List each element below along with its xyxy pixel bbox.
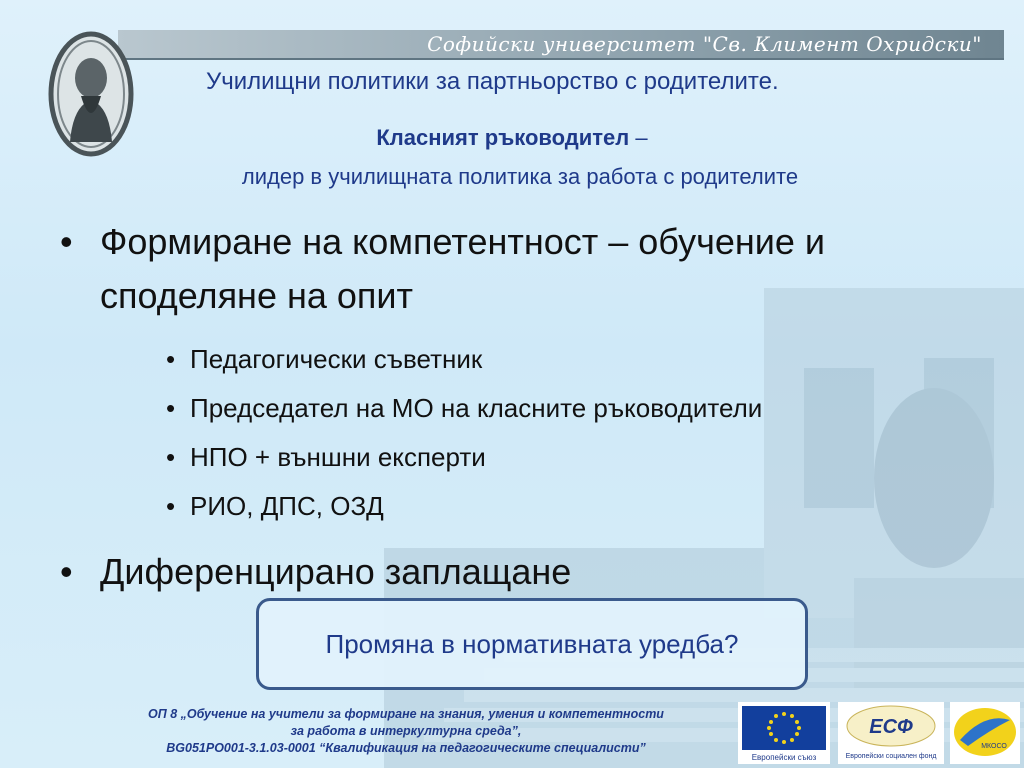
bullet-icon: •: [166, 344, 176, 374]
opr-label: МКОСО: [981, 743, 1007, 750]
slide-title-bold: Класният ръководител: [376, 125, 630, 150]
slide-title-line2: лидер в училищната политика за работа с родителите: [241, 164, 799, 189]
sub-bullet-item: [166, 482, 980, 531]
sub-bullet-text: НПО + външни експерти: [190, 442, 486, 472]
bullet-icon: •: [60, 221, 73, 262]
slide-title-dash: –: [629, 125, 648, 150]
header-bar: [118, 30, 1004, 60]
sub-bullet-item: [166, 433, 980, 482]
bullet-icon: •: [166, 442, 176, 472]
presentation-subtitle: Училищни политики за партньорство с родителите.: [206, 68, 779, 95]
slide-title-line1: [0, 125, 1024, 151]
bullet-icon: •: [166, 393, 176, 423]
sub-bullet-item: [166, 384, 980, 433]
sub-bullet-text: Педагогически съветник: [190, 344, 483, 374]
footer-line: за работа в интеркултурна среда”,: [290, 724, 522, 738]
esf-label: ЕСФ: [869, 716, 913, 738]
bullet-item: [60, 215, 980, 323]
sub-bullet-text: РИО, ДПС, ОЗД: [190, 491, 384, 521]
footer-line: ОП 8 „Обучение на учители за формиране на знания, умения и компетентности: [148, 707, 664, 721]
footer-line: BG051PO001-3.1.03-0001 “Квалификация на педагогическите специалисти”: [166, 741, 646, 755]
university-name: Софийски университет "Св. Климент Охридски": [427, 32, 982, 56]
sub-bullet-text: Председател на МО на класните ръководители: [190, 393, 763, 423]
callout-box: [256, 598, 808, 690]
bullet-item: [60, 545, 980, 599]
operational-programme-logo-icon: [950, 702, 1020, 764]
bullet-icon: •: [60, 551, 73, 592]
sub-bullet-list: [60, 335, 980, 531]
bullet-text: Формиране на компетентност – обучение и споделяне на опит: [100, 221, 826, 316]
sub-bullet-item: [166, 335, 980, 384]
bullet-text: Диференцирано заплащане: [100, 551, 572, 592]
esf-caption: Европейски социален фонд: [845, 753, 937, 760]
callout-text: Промяна в нормативната уредба?: [325, 628, 739, 659]
bullet-list: [60, 215, 980, 599]
bullet-icon: •: [166, 491, 176, 521]
eu-caption: Европейски съюз: [751, 753, 817, 762]
footer-project-info: [96, 706, 716, 757]
esf-logo-icon: [838, 702, 944, 764]
eu-flag-icon: [738, 702, 830, 764]
